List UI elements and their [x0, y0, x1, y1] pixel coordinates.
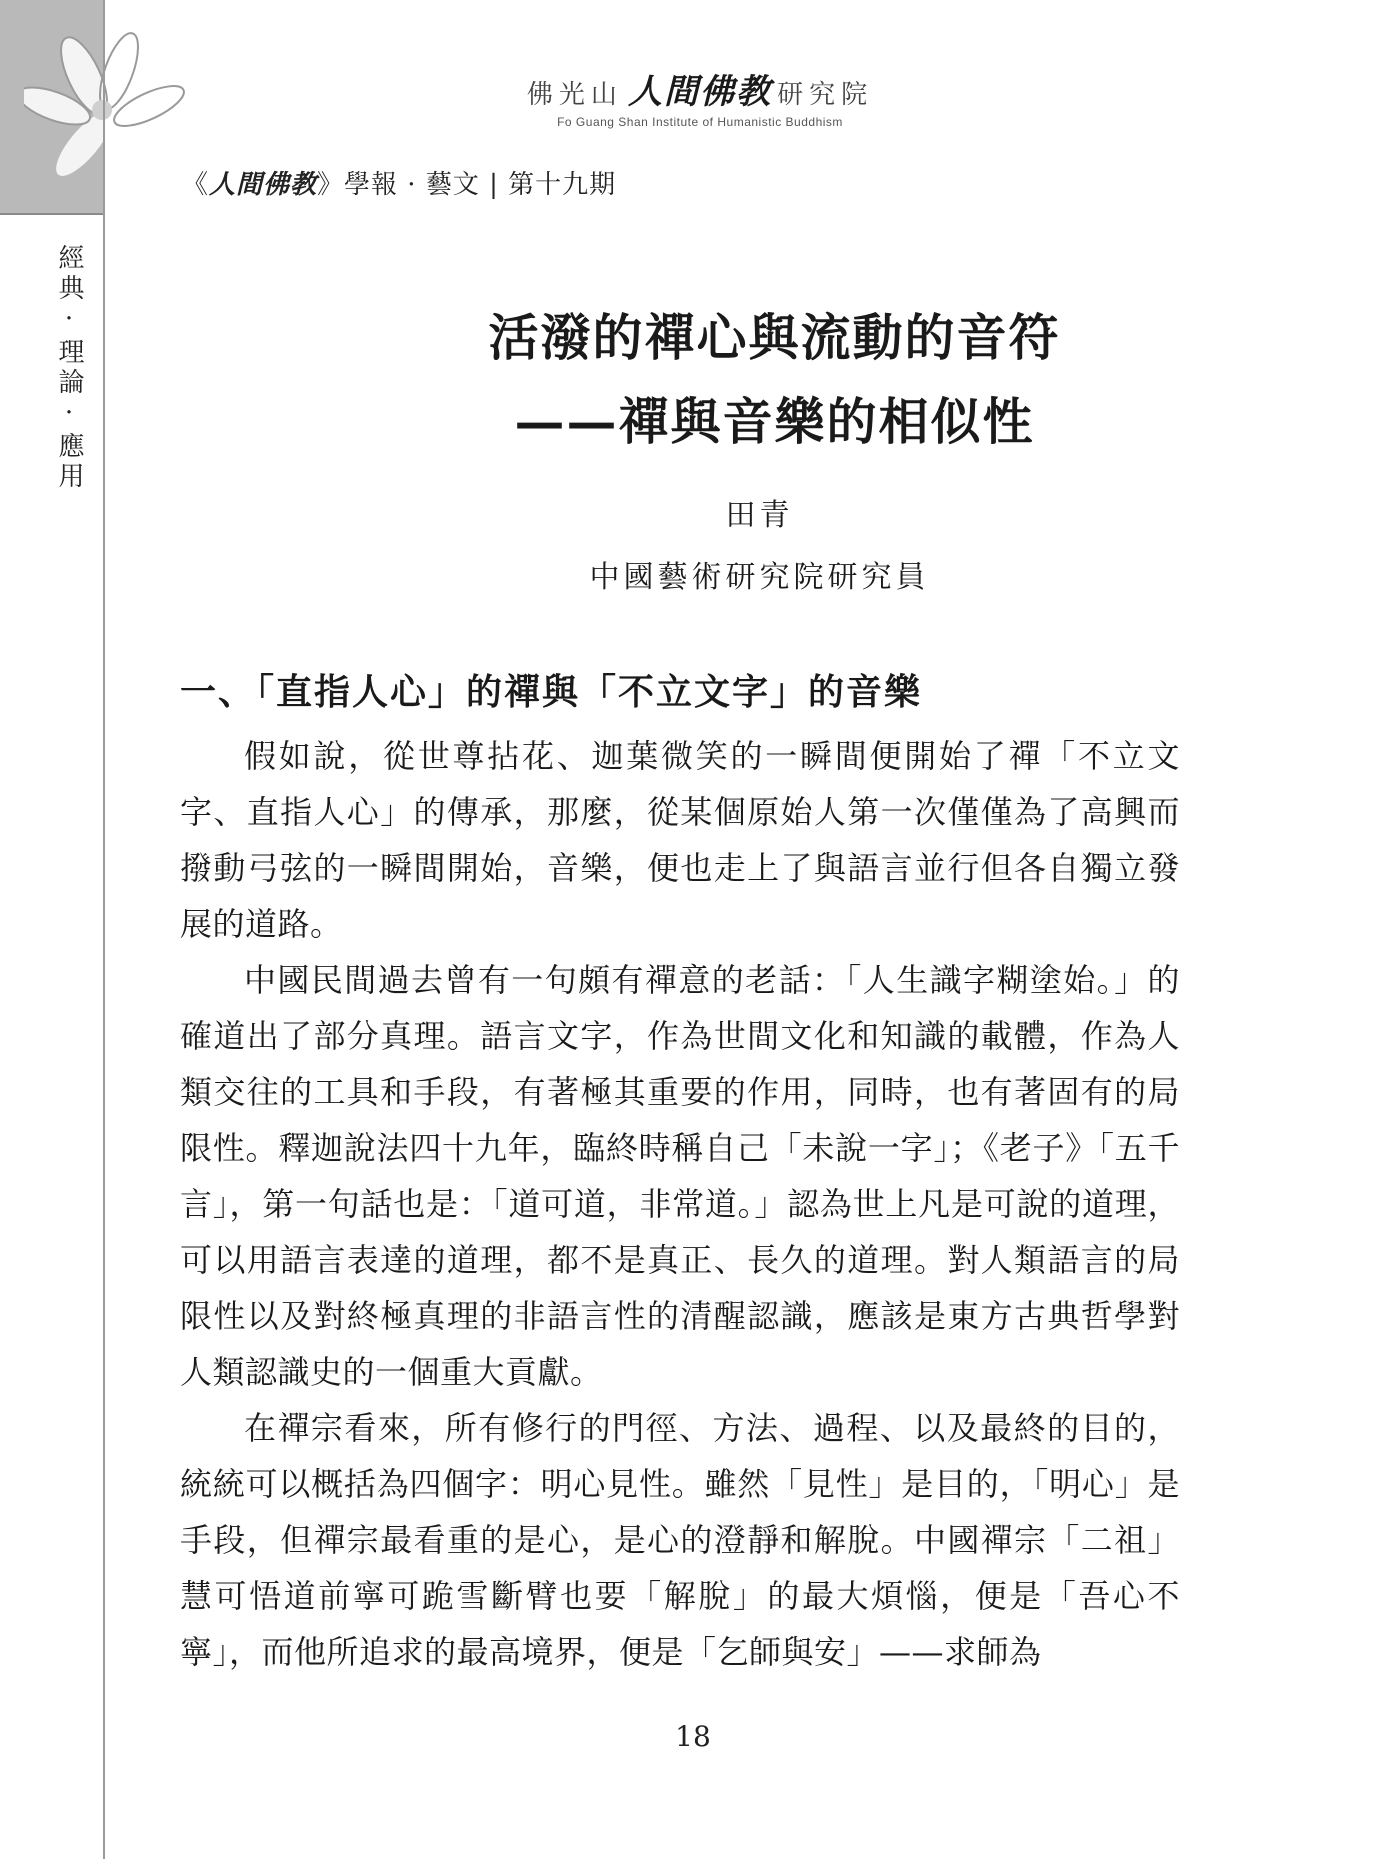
title-subtitle: ——禪與音樂的相似性 [514, 392, 1035, 451]
paragraph: 在禪宗看來，所有修行的門徑、方法、過程、以及最終的目的，統統可以概括為四個字：明心見性。雖然「見性」是目的，「明心」是手段，但禪宗最看重的是心，是心的澄靜和解脫。中國禪宗「二祖」慧可悟道前寧可跪雪斷臂也要「解脫」的最大煩惱，便是「吾心不寧」，而他所追求的最高境界，便是「乞師與安」——求師為 [180, 1409, 1180, 1671]
institute-name-left: 佛光山 [526, 80, 623, 110]
institute-header [470, 64, 930, 129]
institute-english-name: Fo Guang Shan Institute of Humanistic Buddhism [557, 115, 843, 129]
journal-issue: 》學報 · 藝文 | 第十九期 [317, 170, 617, 200]
sidebar-tab [0, 0, 103, 215]
author-name: 田青 [725, 498, 794, 533]
journal-open-bracket: 《 [182, 170, 210, 200]
margin-rule [103, 0, 105, 1859]
author-block [103, 490, 1386, 596]
sidebar-divider [0, 213, 103, 215]
section-vertical-label: 經典·理論·應用 [54, 244, 84, 492]
page-number: 18 [675, 1720, 711, 1753]
article-body [180, 728, 1180, 1680]
institute-name-right: 研究院 [777, 80, 874, 110]
journal-header [182, 164, 616, 201]
paragraph: 假如說，從世尊拈花、迦葉微笑的一瞬間便開始了禪「不立文字、直指人心」的傳承，那麼，從某個原始人第一次僅僅為了高興而撥動弓弦的一瞬間開始，音樂，便也走上了與語言並行但各自獨立發展的道路。 [180, 737, 1180, 943]
journal-brand: 人間佛教 [209, 170, 318, 200]
paragraph: 中國民間過去曾有一句頗有禪意的老話：「人生識字糊塗始。」的確道出了部分真理。語言文字，作為世間文化和知識的載體，作為人類交往的工具和手段，有著極其重要的作用，同時，也有著固有的局限性。釋迦說法四十九年，臨終時稱自己「未說一字」；《老子》「五千言」，第一句話也是：「道可道，非常道。」認為世上凡是可說的道理，可以用語言表達的道理，都不是真正、長久的道理。對人類語言的局限性以及對終極真理的非語言性的清醒認識，應該是東方古典哲學對人類認識史的一個重大貢獻。 [180, 961, 1180, 1391]
author-affiliation: 中國藝術研究院研究員 [589, 560, 930, 595]
title-main: 活潑的禪心與流動的音符 [488, 308, 1061, 367]
lotus-flower-logo [24, 26, 204, 206]
section-heading: 一、「直指人心」的禪與「不立文字」的音樂 [180, 671, 923, 713]
article-title [103, 298, 1386, 454]
institute-brand-logo: 人間佛教 [628, 72, 772, 112]
